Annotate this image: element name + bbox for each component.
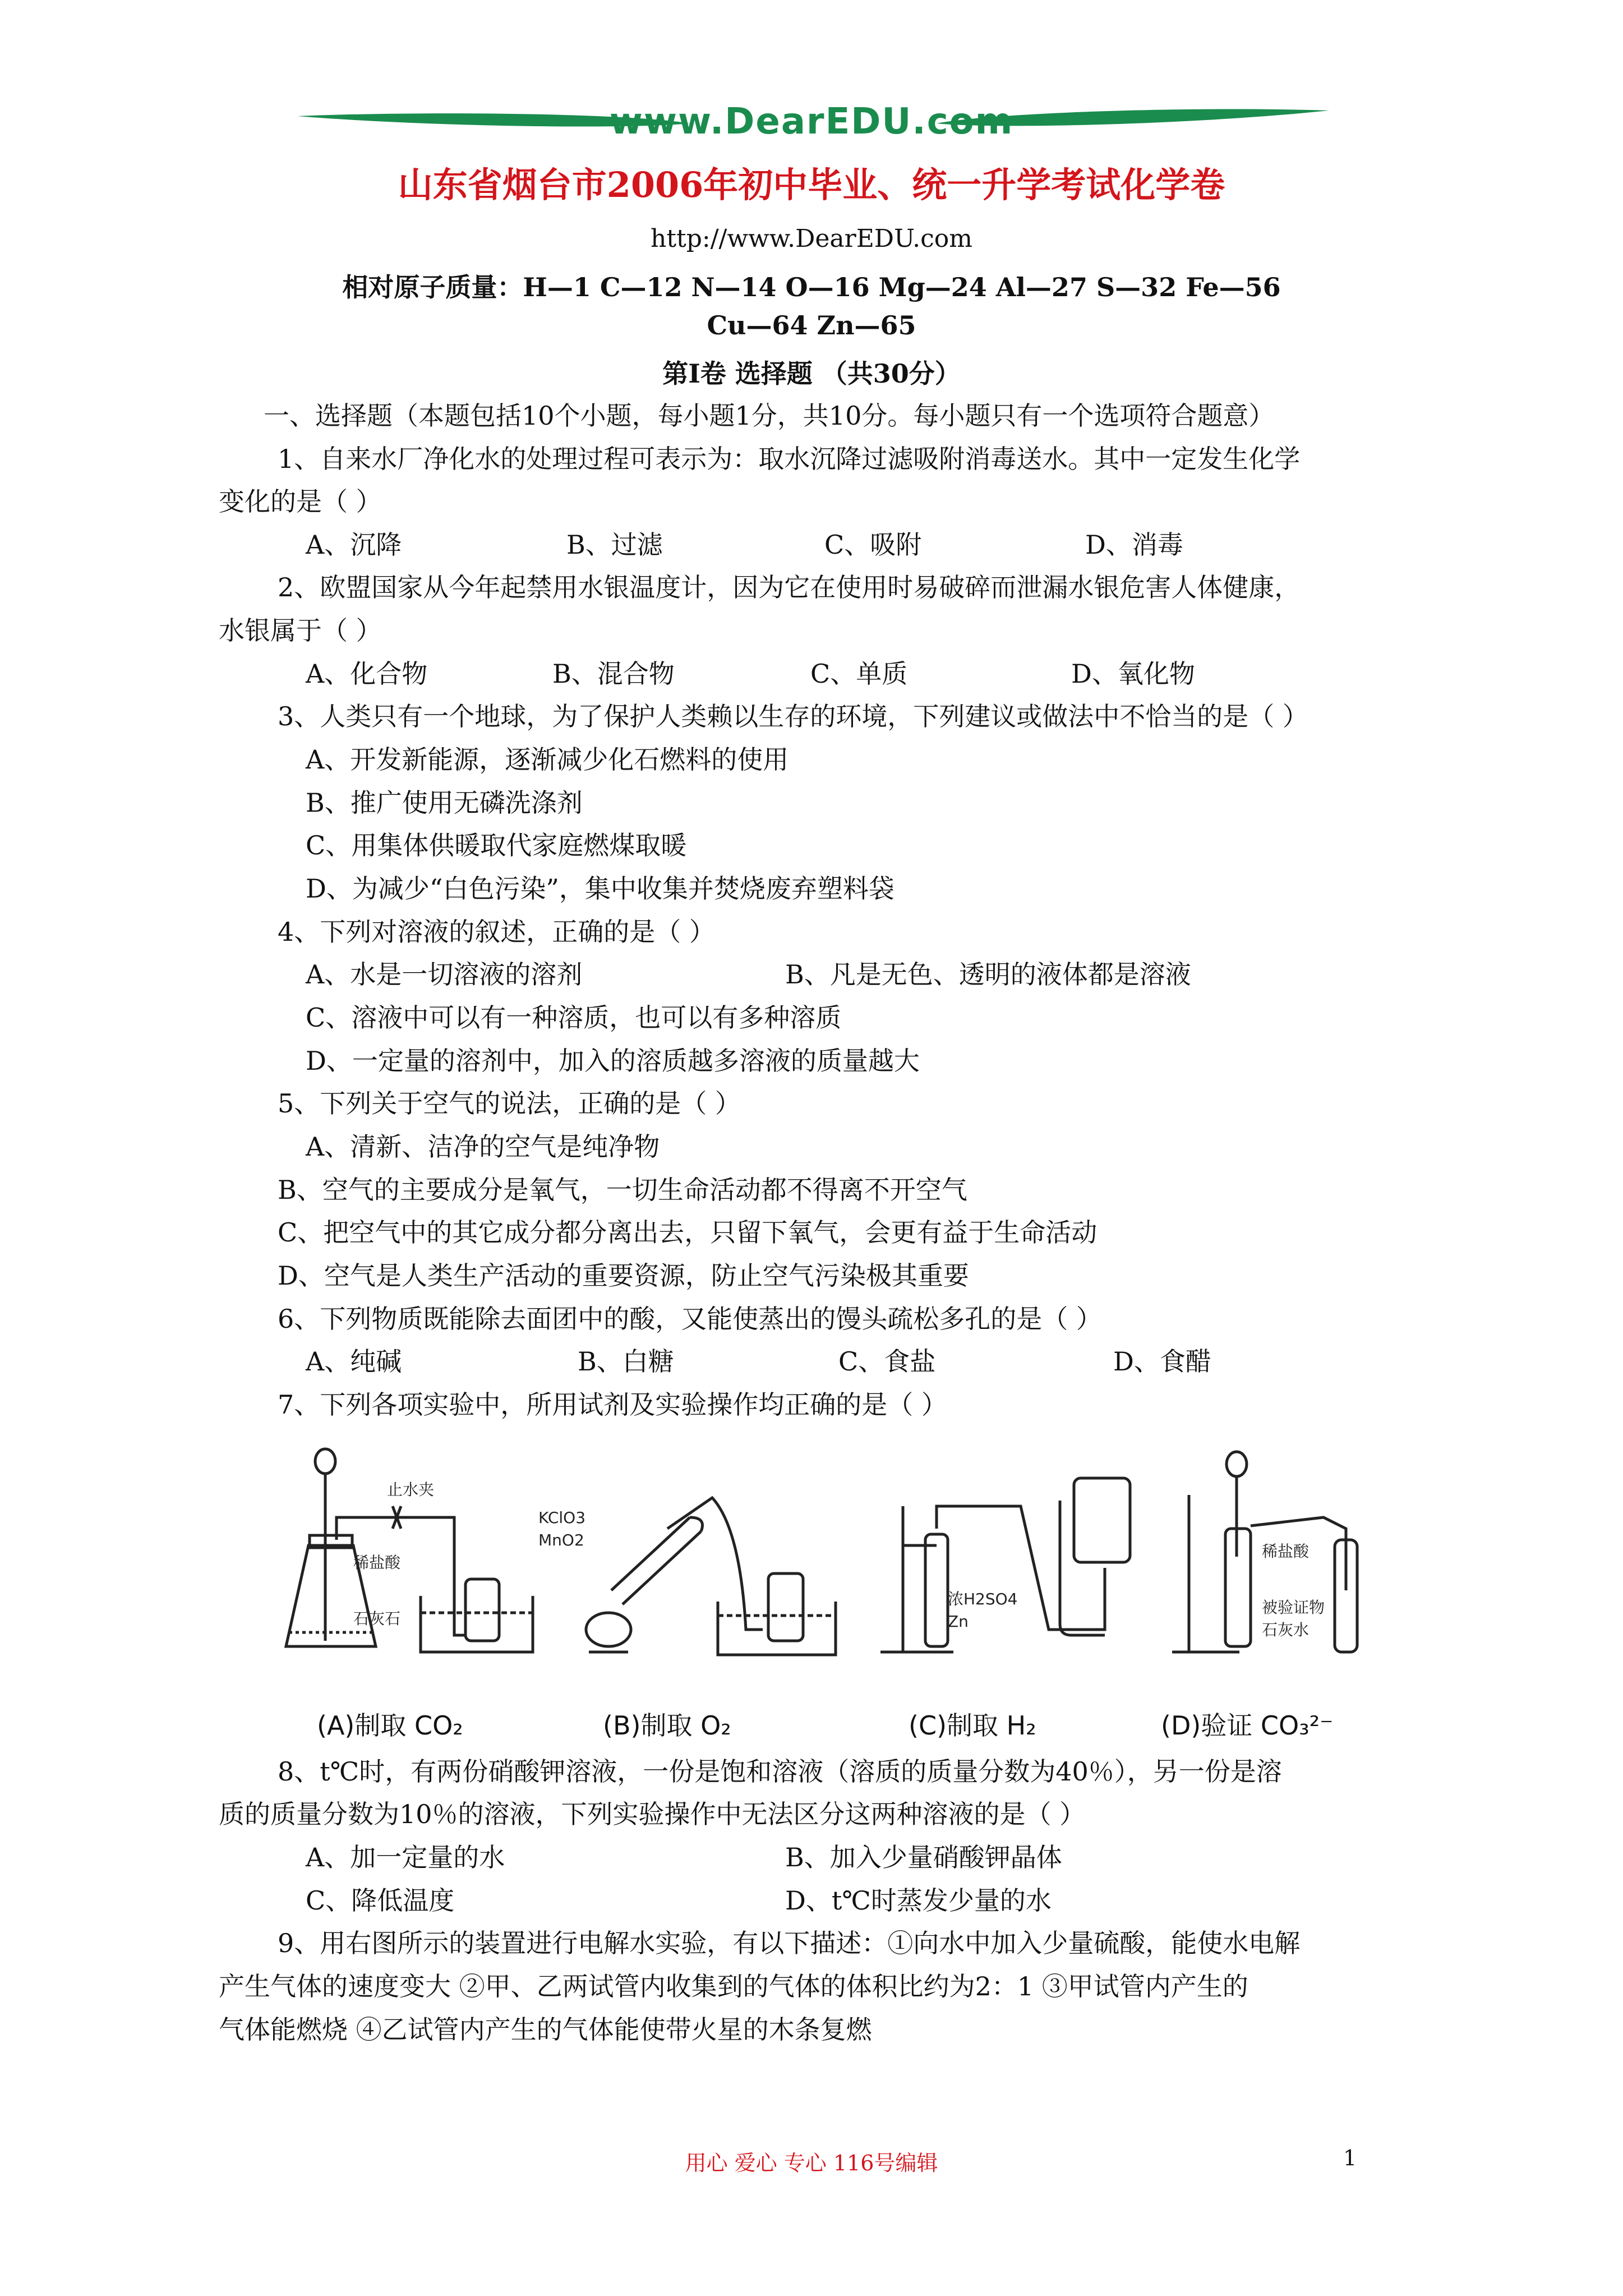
q5-option-a[interactable]: A、清新、洁净的空气是纯净物: [306, 1131, 660, 1162]
q1-option-a[interactable]: A、沉降: [306, 530, 402, 560]
label-a-hcl: 稀盐酸: [353, 1553, 401, 1572]
q3-option-c[interactable]: C、用集体供暖取代家庭燃煤取暖: [306, 830, 687, 861]
q9-stem-3: 气体能燃烧 ④乙试管内产生的气体能使带火星的木条复燃: [219, 2014, 872, 2045]
q2-option-d[interactable]: D、氧化物: [1071, 659, 1195, 689]
q2-stem-1: 2、欧盟国家从今年起禁用水银温度计，因为它在使用时易破碎而泄漏水银危害人体健康，: [278, 572, 1301, 602]
q9-stem-2: 产生气体的速度变大 ②甲、乙两试管内收集到的气体的体积比约为2：1 ③甲试管内产生的: [219, 1971, 1248, 2001]
label-c-h2so4: 浓H2SO4: [948, 1590, 1018, 1608]
source-url[interactable]: http://www.DearEDU.com: [651, 224, 972, 253]
label-d-limewater: 石灰水: [1262, 1621, 1310, 1639]
q2-option-a[interactable]: A、化合物: [306, 659, 428, 689]
q4-option-d[interactable]: D、一定量的溶剂中，加入的溶质越多溶液的质量越大: [306, 1046, 920, 1076]
apparatus-b: [586, 1498, 836, 1655]
q2-option-b[interactable]: B、混合物: [552, 659, 675, 689]
q5-option-b[interactable]: B、空气的主要成分是氧气，一切生命活动都不得离不开空气: [278, 1175, 967, 1205]
q8-option-d[interactable]: D、t℃时蒸发少量的水: [785, 1885, 1052, 1916]
q1-stem-2: 变化的是（ ）: [219, 486, 382, 517]
q8-stem-2: 质的质量分数为10％的溶液，下列实验操作中无法区分这两种溶液的是（ ）: [219, 1799, 1086, 1829]
q6-stem: 6、下列物质既能除去面团中的酸，又能使蒸出的馒头疏松多孔的是（ ）: [278, 1304, 1102, 1334]
atomic-mass-line-1: 相对原子质量：H—1 C—12 N—14 O—16 Mg—24 Al—27 S—32 Fe—56: [342, 272, 1281, 302]
label-a-limestone: 石灰石: [353, 1609, 401, 1628]
apparatus-a: [286, 1449, 533, 1652]
page-title: 山东省烟台市2006年初中毕业、统一升学考试化学卷: [398, 164, 1225, 205]
q3-option-a[interactable]: A、开发新能源，逐渐减少化石燃料的使用: [306, 744, 789, 775]
q6-option-b[interactable]: B、白糖: [578, 1346, 674, 1377]
q5-option-c[interactable]: C、把空气中的其它成分都分离出去，只留下氧气，会更有益于生命活动: [278, 1217, 1098, 1248]
label-a-clamp: 止水夹: [387, 1480, 435, 1499]
q6-option-c[interactable]: C、食盐: [838, 1346, 936, 1377]
q3-stem: 3、人类只有一个地球，为了保护人类赖以生存的环境，下列建议或做法中不恰当的是（ ）: [278, 701, 1308, 731]
q1-option-d[interactable]: D、消毒: [1085, 530, 1183, 560]
q5-stem: 5、下列关于空气的说法，正确的是（ ）: [278, 1088, 741, 1119]
q3-option-b[interactable]: B、推广使用无磷洗涤剂: [306, 788, 583, 818]
page-number: 1: [1343, 2146, 1357, 2170]
q9-stem-1: 9、用右图所示的装置进行电解水实验，有以下描述：①向水中加入少量硫酸，能使水电解: [278, 1928, 1301, 1958]
q5-option-d[interactable]: D、空气是人类生产活动的重要资源，防止空气污染极其重要: [278, 1260, 969, 1291]
label-b-kclo3: KClO3: [538, 1508, 586, 1527]
banner-text[interactable]: www.DearEDU.com: [609, 101, 1014, 142]
label-d-hcl: 稀盐酸: [1262, 1542, 1310, 1561]
label-b-mno2: MnO2: [538, 1531, 584, 1549]
q8-option-a[interactable]: A、加一定量的水: [306, 1842, 505, 1872]
q6-option-a[interactable]: A、纯碱: [306, 1346, 402, 1377]
atomic-mass-line-2: Cu—64 Zn—65: [707, 310, 916, 341]
label-d-sample: 被验证物: [1262, 1598, 1325, 1617]
q7-caption-a[interactable]: (A)制取 CO₂: [317, 1710, 463, 1741]
q7-caption-d[interactable]: (D)验证 CO₃²⁻: [1161, 1710, 1334, 1741]
q1-option-b[interactable]: B、过滤: [566, 530, 663, 560]
apparatus-c: [880, 1478, 1130, 1652]
section-title: 第Ⅰ卷 选择题 （共30分）: [662, 358, 961, 389]
q4-option-a[interactable]: A、水是一切溶液的溶剂: [306, 959, 583, 990]
q7-apparatus-figure: [275, 1444, 1413, 1703]
q8-option-c[interactable]: C、降低温度: [306, 1885, 455, 1916]
q7-caption-c[interactable]: (C)制取 H₂: [909, 1710, 1036, 1741]
q8-stem-1: 8、t℃时，有两份硝酸钾溶液，一份是饱和溶液（溶质的质量分数为40％），另一份是溶: [278, 1756, 1282, 1787]
q4-option-c[interactable]: C、溶液中可以有一种溶质，也可以有多种溶质: [306, 1002, 842, 1033]
q4-option-b[interactable]: B、凡是无色、透明的液体都是溶液: [785, 959, 1191, 990]
footer-text: 用心 爱心 专心 116号编辑: [685, 2151, 938, 2175]
q1-option-c[interactable]: C、吸附: [824, 530, 922, 560]
q1-stem-1: 1、自来水厂净化水的处理过程可表示为：取水沉降过滤吸附消毒送水。其中一定发生化学: [278, 444, 1301, 474]
q7-stem: 7、下列各项实验中，所用试剂及实验操作均正确的是（ ）: [278, 1389, 947, 1420]
q3-option-d[interactable]: D、为减少“白色污染”，集中收集并焚烧废弃塑料袋: [306, 873, 895, 904]
q2-option-c[interactable]: C、单质: [810, 659, 908, 689]
q4-stem: 4、下列对溶液的叙述，正确的是（ ）: [278, 917, 715, 947]
part1-intro: 一、选择题（本题包括10个小题，每小题1分，共10分。每小题只有一个选项符合题意）: [264, 401, 1275, 431]
q2-stem-2: 水银属于（ ）: [219, 615, 382, 646]
label-c-zn: Zn: [948, 1612, 969, 1631]
q8-option-b[interactable]: B、加入少量硝酸钾晶体: [785, 1842, 1062, 1872]
q6-option-d[interactable]: D、食醋: [1113, 1346, 1211, 1377]
q7-caption-b[interactable]: (B)制取 O₂: [603, 1710, 731, 1741]
